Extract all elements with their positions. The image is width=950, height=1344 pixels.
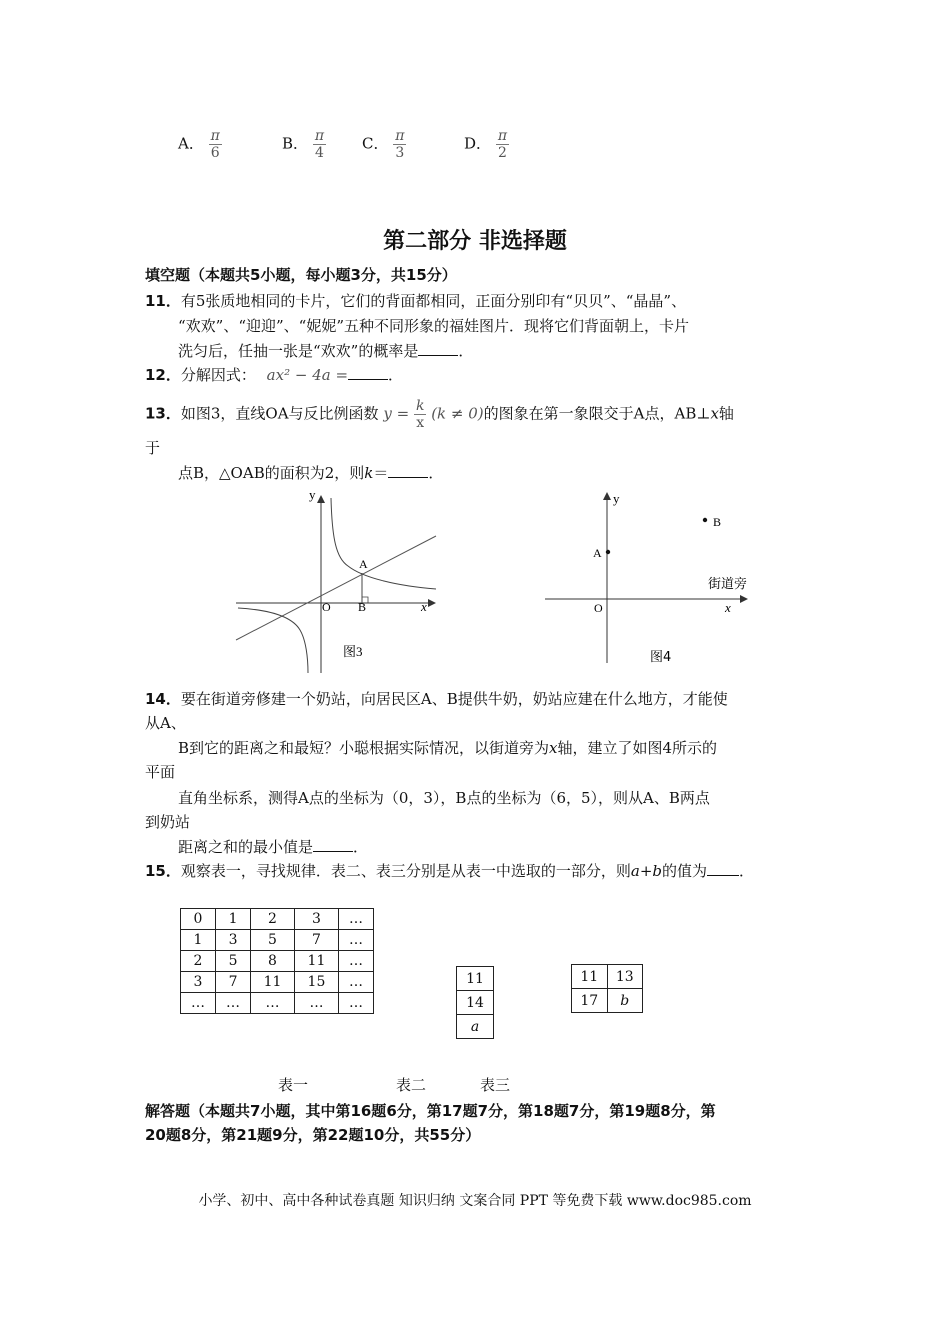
q13-line2: 于 bbox=[145, 439, 161, 457]
figure-4 bbox=[540, 488, 765, 678]
fig3-label-b: B bbox=[358, 600, 367, 614]
q14-line7: 距离之和的最小值是 ． bbox=[178, 838, 369, 856]
answer-section-header-line2: 20题8分，第21题9分，第22题10分，共55分） bbox=[145, 1126, 481, 1144]
fig3-label-a: A bbox=[359, 557, 368, 571]
table-row: 0 1 2 3 … bbox=[181, 909, 374, 930]
fraction-d: $\frac{\pi}{2}$ bbox=[497, 128, 508, 161]
q13-fraction: $\frac{k}{x}$ bbox=[415, 398, 425, 431]
fig3-hyperbola-q3 bbox=[238, 608, 308, 673]
part-title: 第二部分 非选择题 bbox=[383, 229, 567, 254]
q14-line3: B到它的距离之和最短？小聪根据实际情况，以街道旁为x轴，建立了如图4所示的 bbox=[178, 739, 718, 757]
q14-line5: 直角坐标系，测得A点的坐标为（0，3），B点的坐标为（6，5），则从A、B两点 bbox=[178, 789, 710, 807]
question-15: 15．观察表一，寻找规律．表二、表三分别是从表一中选取的一部分，则a+b的值为 ． bbox=[145, 862, 755, 880]
fig4-label-a: A bbox=[593, 546, 602, 560]
fig4-point-b bbox=[703, 518, 707, 522]
fig4-point-a bbox=[606, 550, 610, 554]
q12-expression: ax² − 4a = bbox=[266, 366, 349, 384]
fig3-y-arrow bbox=[317, 495, 325, 503]
q13-answer-blank[interactable] bbox=[388, 476, 428, 478]
option-c: C． $\frac{\pi}{3}$ bbox=[362, 128, 405, 161]
fig4-label-street: 街道旁 bbox=[708, 577, 748, 592]
fig3-label-o: O bbox=[322, 600, 331, 614]
fig4-label-x: x bbox=[725, 600, 731, 615]
caption-table-2: 表二 bbox=[396, 1076, 427, 1094]
table-row: … … … … … bbox=[181, 993, 374, 1014]
figure-3 bbox=[228, 488, 448, 678]
fig4-label-o: O bbox=[594, 601, 603, 615]
fig3-hyperbola-q1 bbox=[331, 498, 436, 589]
page-footer: 小学、初中、高中各种试卷真题 知识归纳 文案合同 PPT 等免费下载 www.doc985.com bbox=[198, 1193, 752, 1209]
table-row: a bbox=[457, 1015, 494, 1039]
table-row: 11 13 bbox=[572, 965, 643, 989]
q11-number: 11． bbox=[145, 292, 181, 310]
fig4-caption: 图4 bbox=[650, 650, 672, 665]
q11-line1: 有5张质地相同的卡片，它们的背面都相同，正面分别印有“贝贝”、“晶晶”、 bbox=[180, 292, 687, 310]
caption-table-1: 表一 bbox=[278, 1076, 309, 1094]
table-row: 2 5 8 11 … bbox=[181, 951, 374, 972]
fraction-a: $\frac{\pi}{6}$ bbox=[210, 128, 220, 161]
q14-answer-blank[interactable] bbox=[313, 850, 353, 852]
table-row: 14 bbox=[457, 991, 494, 1015]
question-12: 12．分解因式： ax² − 4a = ． bbox=[145, 366, 404, 384]
q12-answer-blank[interactable] bbox=[348, 378, 388, 380]
q11-line3: 洗匀后，任抽一张是“欢欢”的概率是 ． bbox=[178, 342, 474, 360]
question-13: 13．如图3，直线OA与反比例函数 y = $\frac{k}{x}$ (k ≠ 0)的图象在第一象限交于A点，AB⊥x轴 bbox=[145, 398, 734, 431]
table-3 bbox=[571, 964, 643, 1013]
fig3-x-arrow bbox=[428, 599, 436, 607]
fig4-x-arrow bbox=[740, 595, 748, 603]
table-row: 17 b bbox=[572, 989, 643, 1013]
table-row: 3 7 11 15 … bbox=[181, 972, 374, 993]
fig4-label-b: B bbox=[713, 515, 722, 529]
question-14: 14．要在街道旁修建一个奶站，向居民区A、B提供牛奶，奶站应建在什么地方，才能使 bbox=[145, 690, 728, 708]
table-1 bbox=[180, 908, 374, 1014]
q14-line6: 到奶站 bbox=[145, 813, 191, 831]
fill-in-section-header: 填空题（本题共5小题，每小题3分，共15分） bbox=[145, 266, 457, 284]
table-2 bbox=[456, 966, 494, 1039]
fraction-b: $\frac{\pi}{4}$ bbox=[314, 128, 325, 161]
q14-line4: 平面 bbox=[145, 763, 176, 781]
q11-answer-blank[interactable] bbox=[418, 354, 458, 356]
fig3-label-y: y bbox=[309, 488, 316, 502]
fig3-label-x: x bbox=[421, 599, 427, 614]
q14-line2: 从A、 bbox=[145, 714, 186, 732]
q15-answer-blank[interactable] bbox=[707, 874, 739, 876]
caption-table-3: 表三 bbox=[480, 1076, 511, 1094]
answer-section-header-line1: 解答题（本题共7小题，其中第16题6分，第17题7分，第18题7分，第19题8分，第 bbox=[145, 1102, 716, 1120]
fraction-c: $\frac{\pi}{3}$ bbox=[395, 128, 405, 161]
q11-line2: “欢欢”、“迎迎”、“妮妮”五种不同形象的福娃图片．现将它们背面朝上，卡片 bbox=[178, 317, 690, 335]
option-a: A． $\frac{\pi}{6}$ bbox=[178, 128, 220, 161]
option-b: B． $\frac{\pi}{4}$ bbox=[282, 128, 325, 161]
table-row: 1 3 5 7 … bbox=[181, 930, 374, 951]
fig3-caption: 图3 bbox=[343, 644, 363, 659]
fig4-label-y: y bbox=[613, 491, 620, 506]
table-row: 11 bbox=[457, 967, 494, 991]
q13-line3: 点B，△OAB的面积为2，则k＝ ． bbox=[178, 464, 444, 482]
fig3-line-oa bbox=[236, 536, 436, 640]
question-11 bbox=[145, 290, 686, 312]
option-d: D． $\frac{\pi}{2}$ bbox=[464, 128, 508, 161]
fig4-y-arrow bbox=[603, 492, 611, 500]
